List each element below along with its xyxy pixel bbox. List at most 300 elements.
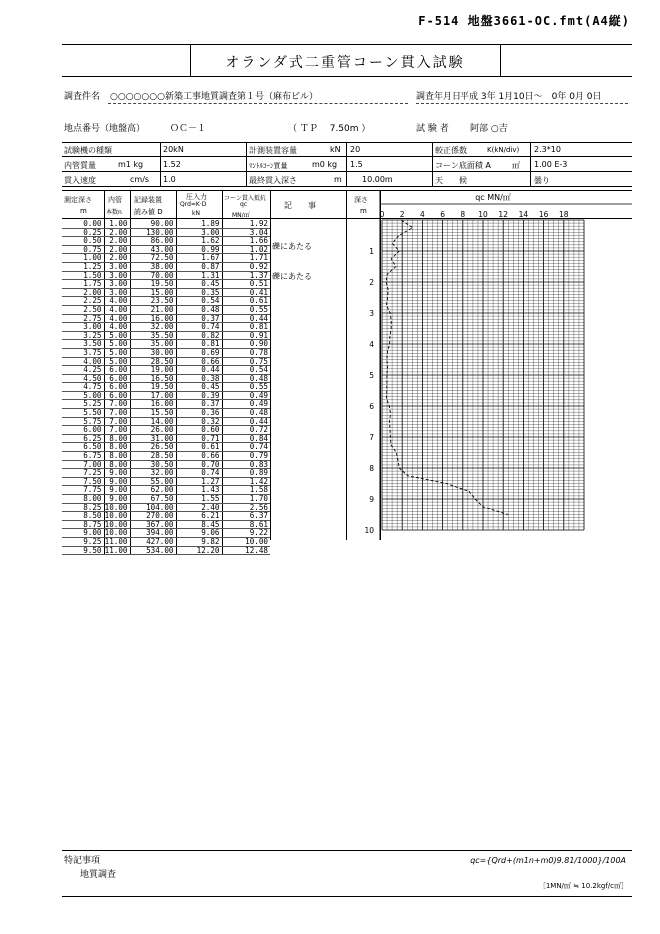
reading-cell: 19.50 — [130, 383, 176, 392]
reading-cell: 19.50 — [130, 280, 176, 289]
qc-series-line — [386, 220, 508, 515]
rods-cell: 4.00 — [104, 323, 130, 332]
force-cell: 12.20 — [176, 546, 222, 555]
reading-cell: 90.00 — [130, 220, 176, 228]
force-cell: 0.39 — [176, 391, 222, 400]
force-cell: 1.27 — [176, 477, 222, 486]
rods-cell: 11.00 — [104, 537, 130, 546]
rods-cell: 8.00 — [104, 443, 130, 452]
force-cell: 0.37 — [176, 314, 222, 323]
reading-cell: 86.00 — [130, 237, 176, 246]
force-cell: 3.00 — [176, 228, 222, 237]
qc-cell: 0.44 — [222, 314, 270, 323]
spec-u1-3: cm/s — [130, 175, 150, 184]
point-value: ＯＣ－１ — [170, 124, 207, 134]
spec-v2-2: 1.5 — [350, 160, 363, 169]
depth-cell: 1.25 — [62, 262, 104, 271]
depth-cell: 7.75 — [62, 486, 104, 495]
qc-cell: 0.61 — [222, 297, 270, 306]
reading-cell: 17.00 — [130, 391, 176, 400]
depth-cell: 6.50 — [62, 443, 104, 452]
force-cell: 0.37 — [176, 400, 222, 409]
rods-cell: 2.00 — [104, 228, 130, 237]
x-tick-label: 4 — [420, 210, 425, 219]
qc-cell: 0.49 — [222, 400, 270, 409]
spec-v2-1: 20 — [350, 145, 361, 154]
depth-cell: 9.50 — [62, 546, 104, 555]
reading-cell: 427.00 — [130, 537, 176, 546]
qc-cell: 6.37 — [222, 512, 270, 521]
remark-text: 礫にあたる — [272, 241, 312, 251]
reading-cell: 26.00 — [130, 426, 176, 435]
spec-u2-3: m — [334, 175, 342, 184]
measurement-table — [62, 220, 270, 555]
table-row — [62, 417, 270, 426]
rods-cell: 5.00 — [104, 340, 130, 349]
x-tick-label: 6 — [440, 210, 445, 219]
force-cell: 0.38 — [176, 374, 222, 383]
spec-v1-2: 1.52 — [163, 160, 181, 169]
table-row — [62, 426, 270, 435]
qc-cell: 0.81 — [222, 323, 270, 332]
qc-cell: 2.56 — [222, 503, 270, 512]
qc-cell: 0.48 — [222, 409, 270, 418]
y-tick-label: 8 — [369, 464, 374, 473]
spec-l2-1: 計測装置容量 — [249, 146, 297, 155]
qc-cell: 0.90 — [222, 340, 270, 349]
reading-cell: 43.00 — [130, 245, 176, 254]
x-tick-label: 10 — [478, 210, 488, 219]
point-label: 地点番号（地盤高） — [64, 124, 146, 134]
qc-cell: 0.75 — [222, 357, 270, 366]
th-rods-sub: 本数n — [106, 209, 122, 216]
rods-cell: 3.00 — [104, 262, 130, 271]
force-cell: 0.48 — [176, 305, 222, 314]
reading-cell: 394.00 — [130, 529, 176, 538]
rods-cell: 5.00 — [104, 348, 130, 357]
spec-l1-1: 試験機の種類 — [64, 146, 112, 155]
depth-cell: 5.00 — [62, 391, 104, 400]
qc-cell: 0.49 — [222, 391, 270, 400]
rods-cell: 3.00 — [104, 280, 130, 289]
depth-cell: 7.00 — [62, 460, 104, 469]
table-row — [62, 546, 270, 555]
depth-cell: 5.25 — [62, 400, 104, 409]
table-row — [62, 434, 270, 443]
reading-cell: 31.00 — [130, 434, 176, 443]
depth-cell: 0.25 — [62, 228, 104, 237]
x-tick-label: 0 — [379, 210, 385, 219]
spec-l2-2: ﾏﾝﾄﾙｺｰﾝ質量 — [249, 162, 288, 170]
spec-v3-2: 1.00 E-3 — [534, 160, 568, 169]
table-row — [62, 537, 270, 546]
x-axis-label: qc MN/㎡ — [475, 193, 511, 202]
qc-cell: 3.04 — [222, 228, 270, 237]
depth-cell: 3.50 — [62, 340, 104, 349]
spec-u3-1: K(kN/div) — [487, 146, 520, 154]
depth-cell: 2.75 — [62, 314, 104, 323]
table-row — [62, 469, 270, 478]
qc-cell: 0.48 — [222, 374, 270, 383]
depth-cell: 6.75 — [62, 452, 104, 461]
qc-cell: 0.74 — [222, 443, 270, 452]
force-cell: 1.89 — [176, 220, 222, 228]
qc-cell: 12.48 — [222, 546, 270, 555]
rods-cell: 7.00 — [104, 417, 130, 426]
force-cell: 0.36 — [176, 409, 222, 418]
reading-cell: 30.00 — [130, 348, 176, 357]
depth-cell: 4.75 — [62, 383, 104, 392]
rods-cell: 4.00 — [104, 305, 130, 314]
spec-v3-3: 曇り — [534, 176, 550, 185]
reading-cell: 104.00 — [130, 503, 176, 512]
reading-cell: 534.00 — [130, 546, 176, 555]
table-row — [62, 443, 270, 452]
qc-cell: 0.44 — [222, 417, 270, 426]
depth-cell: 1.75 — [62, 280, 104, 289]
rods-cell: 10.00 — [104, 520, 130, 529]
rods-cell: 2.00 — [104, 237, 130, 246]
depth-cell: 1.50 — [62, 271, 104, 280]
table-row — [62, 245, 270, 254]
y-tick-label: 5 — [369, 371, 374, 380]
spec-v2-3: 10.00m — [362, 175, 393, 184]
rods-cell: 10.00 — [104, 503, 130, 512]
depth-cell: 7.25 — [62, 469, 104, 478]
force-cell: 0.69 — [176, 348, 222, 357]
force-cell: 0.60 — [176, 426, 222, 435]
rods-cell: 7.00 — [104, 400, 130, 409]
qc-cell: 1.37 — [222, 271, 270, 280]
qc-cell: 0.78 — [222, 348, 270, 357]
reading-cell: 14.00 — [130, 417, 176, 426]
qc-formula: qc={Qrd+(m1n+m0)9.81/1000}/100A — [470, 856, 626, 865]
qc-cell: 0.92 — [222, 262, 270, 271]
qc-cell: 0.84 — [222, 434, 270, 443]
th-resist: コーン貫入抵抗 — [224, 195, 266, 202]
depth-cell: 6.25 — [62, 434, 104, 443]
force-cell: 0.32 — [176, 417, 222, 426]
force-cell: 1.67 — [176, 254, 222, 263]
reading-cell: 30.50 — [130, 460, 176, 469]
table-row — [62, 262, 270, 271]
reading-cell: 32.00 — [130, 323, 176, 332]
qc-cell: 10.00 — [222, 537, 270, 546]
qc-cell: 0.79 — [222, 452, 270, 461]
rods-cell: 6.00 — [104, 391, 130, 400]
force-cell: 0.74 — [176, 469, 222, 478]
qc-cell: 1.92 — [222, 220, 270, 228]
spec-u1-2: m1 kg — [118, 160, 144, 169]
reading-cell: 21.00 — [130, 305, 176, 314]
th-reading: 記録装置 — [134, 196, 162, 204]
reading-cell: 62.00 — [130, 486, 176, 495]
y-tick-label: 7 — [369, 433, 374, 442]
x-tick-label: 8 — [460, 210, 466, 219]
spec-v1-1: 20kN — [163, 145, 184, 154]
force-cell: 0.35 — [176, 288, 222, 297]
th-remark: 記 事 — [284, 201, 316, 210]
force-cell: 0.74 — [176, 323, 222, 332]
rods-cell: 6.00 — [104, 366, 130, 375]
depth-cell: 8.00 — [62, 495, 104, 504]
rods-cell: 4.00 — [104, 297, 130, 306]
unit-conversion: ［1MN/㎡ ≒ 10.2kgf/c㎡］ — [538, 882, 628, 890]
reading-cell: 32.00 — [130, 469, 176, 478]
date-label: 調査年月日 — [416, 92, 462, 102]
th-depth2-unit: m — [360, 207, 367, 215]
date-value: 平成 3年 1月10日～ 0年 0月 0日 — [460, 92, 602, 102]
th-resist-sub: qc — [240, 201, 248, 208]
depth-cell: 8.75 — [62, 520, 104, 529]
th-force: 圧入力 — [186, 193, 207, 201]
reading-cell: 15.00 — [130, 288, 176, 297]
table-row — [62, 237, 270, 246]
spec-v1-3: 1.0 — [163, 175, 176, 184]
rods-cell: 7.00 — [104, 426, 130, 435]
y-tick-label: 3 — [369, 309, 374, 318]
x-tick-label: 14 — [518, 210, 529, 219]
y-tick-label: 9 — [369, 495, 374, 504]
table-row — [62, 391, 270, 400]
depth-cell: 3.75 — [62, 348, 104, 357]
rods-cell: 7.00 — [104, 409, 130, 418]
table-row — [62, 323, 270, 332]
table-row — [62, 452, 270, 461]
depth-cell: 9.25 — [62, 537, 104, 546]
th-force-sub: Qrd=K·D — [180, 201, 207, 208]
survey-name-label: 調査件名 — [64, 92, 101, 102]
reading-cell: 367.00 — [130, 520, 176, 529]
x-tick-label: 16 — [538, 210, 549, 219]
qc-cell: 1.70 — [222, 495, 270, 504]
th-depth2: 深さ — [354, 196, 368, 204]
reading-cell: 35.50 — [130, 331, 176, 340]
spec-u2-2: m0 kg — [312, 160, 338, 169]
force-cell: 2.40 — [176, 503, 222, 512]
force-cell: 0.66 — [176, 357, 222, 366]
qc-cell: 0.83 — [222, 460, 270, 469]
table-row — [62, 357, 270, 366]
spec-l1-2: 内管質量 — [64, 161, 96, 170]
rods-cell: 9.00 — [104, 469, 130, 478]
spec-l3-2: コーン底面積 A — [435, 161, 491, 170]
y-tick-label: 2 — [369, 278, 374, 287]
reading-cell: 16.50 — [130, 374, 176, 383]
spec-l2-3: 最終貫入深さ — [249, 176, 297, 185]
table-row — [62, 254, 270, 263]
tester-label: 試 験 者 — [416, 124, 449, 134]
depth-cell: 4.50 — [62, 374, 104, 383]
spec-l3-1: 較正係数 — [435, 146, 467, 155]
file-label: F-514 地盤3661-OC.fmt(A4縦) — [418, 14, 630, 28]
force-cell: 1.31 — [176, 271, 222, 280]
th-depth-unit: m — [80, 207, 87, 215]
rods-cell: 2.00 — [104, 245, 130, 254]
rods-cell: 8.00 — [104, 452, 130, 461]
rods-cell: 5.00 — [104, 331, 130, 340]
y-tick-label: 4 — [369, 340, 374, 349]
depth-cell: 8.25 — [62, 503, 104, 512]
table-row — [62, 529, 270, 538]
reading-cell: 55.00 — [130, 477, 176, 486]
force-cell: 0.44 — [176, 366, 222, 375]
th-rods: 内管 — [108, 196, 122, 204]
depth-cell: 5.50 — [62, 409, 104, 418]
table-row — [62, 340, 270, 349]
reading-cell: 67.50 — [130, 495, 176, 504]
notes-value: 地質調査 — [80, 870, 117, 880]
reading-cell: 35.00 — [130, 340, 176, 349]
depth-cell: 4.00 — [62, 357, 104, 366]
y-tick-label: 10 — [364, 526, 374, 535]
notes-label: 特記事項 — [64, 856, 101, 866]
th-reading-sub: 読み値 D — [134, 208, 163, 216]
table-row — [62, 228, 270, 237]
reading-cell: 23.50 — [130, 297, 176, 306]
reading-cell: 28.50 — [130, 357, 176, 366]
table-row — [62, 348, 270, 357]
depth-cell: 0.50 — [62, 237, 104, 246]
depth-cell: 2.50 — [62, 305, 104, 314]
force-cell: 1.62 — [176, 237, 222, 246]
spec-l3-3: 天 候 — [435, 176, 467, 185]
y-tick-label: 6 — [369, 402, 374, 411]
rods-cell: 10.00 — [104, 529, 130, 538]
rods-cell: 9.00 — [104, 495, 130, 504]
table-row — [62, 366, 270, 375]
depth-cell: 6.00 — [62, 426, 104, 435]
qc-cell: 8.61 — [222, 520, 270, 529]
th-force-unit: kN — [192, 210, 200, 217]
table-row — [62, 374, 270, 383]
table-row — [62, 460, 270, 469]
table-row — [62, 512, 270, 521]
reading-cell: 270.00 — [130, 512, 176, 521]
force-cell: 9.06 — [176, 529, 222, 538]
reading-cell: 15.50 — [130, 409, 176, 418]
force-cell: 6.21 — [176, 512, 222, 521]
qc-cell: 0.91 — [222, 331, 270, 340]
qc-depth-chart — [346, 190, 632, 540]
reading-cell: 26.50 — [130, 443, 176, 452]
depth-cell: 2.00 — [62, 288, 104, 297]
depth-cell: 9.00 — [62, 529, 104, 538]
qc-cell: 1.42 — [222, 477, 270, 486]
force-cell: 0.66 — [176, 452, 222, 461]
rods-cell: 6.00 — [104, 383, 130, 392]
depth-cell: 4.25 — [62, 366, 104, 375]
depth-cell: 5.75 — [62, 417, 104, 426]
reading-cell: 16.00 — [130, 314, 176, 323]
table-row — [62, 383, 270, 392]
reading-cell: 70.00 — [130, 271, 176, 280]
qc-cell: 0.89 — [222, 469, 270, 478]
rods-cell: 5.00 — [104, 357, 130, 366]
survey-name: ○○○○○○○新築工事地質調査第１号（麻布ビル） — [110, 92, 318, 102]
qc-cell: 1.71 — [222, 254, 270, 263]
qc-cell: 0.55 — [222, 305, 270, 314]
reading-cell: 130.00 — [130, 228, 176, 237]
table-row — [62, 503, 270, 512]
table-row — [62, 280, 270, 289]
force-cell: 9.82 — [176, 537, 222, 546]
x-tick-label: 18 — [559, 210, 569, 219]
force-cell: 0.87 — [176, 262, 222, 271]
table-row — [62, 409, 270, 418]
tester-value: 阿部 ○吉 — [470, 124, 508, 134]
reading-cell: 72.50 — [130, 254, 176, 263]
qc-cell: 0.72 — [222, 426, 270, 435]
th-resist-unit: MN/㎡ — [232, 212, 250, 219]
qc-cell: 0.51 — [222, 280, 270, 289]
spec-v3-1: 2.3*10 — [534, 145, 561, 154]
force-cell: 0.71 — [176, 434, 222, 443]
qc-cell: 1.58 — [222, 486, 270, 495]
table-row — [62, 271, 270, 280]
spec-l1-3: 貫入速度 — [64, 176, 96, 185]
depth-cell: 7.50 — [62, 477, 104, 486]
qc-cell: 1.02 — [222, 245, 270, 254]
qc-cell: 9.22 — [222, 529, 270, 538]
rods-cell: 3.00 — [104, 288, 130, 297]
force-cell: 0.70 — [176, 460, 222, 469]
table-row — [62, 520, 270, 529]
force-cell: 0.61 — [176, 443, 222, 452]
remark-text: 礫にあたる — [272, 272, 312, 282]
spec-u2-1: kN — [330, 145, 341, 154]
depth-cell: 8.50 — [62, 512, 104, 521]
qc-cell: 1.66 — [222, 237, 270, 246]
rods-cell: 10.00 — [104, 512, 130, 521]
depth-cell: 3.25 — [62, 331, 104, 340]
force-cell: 1.55 — [176, 495, 222, 504]
th-depth: 測定深さ — [64, 196, 92, 204]
tp-value: （ ＴＰ 7.50m ） — [288, 124, 371, 134]
reading-cell: 28.50 — [130, 452, 176, 461]
force-cell: 0.81 — [176, 340, 222, 349]
reading-cell: 38.00 — [130, 262, 176, 271]
rods-cell: 11.00 — [104, 546, 130, 555]
qc-cell: 0.41 — [222, 288, 270, 297]
rods-cell: 8.00 — [104, 434, 130, 443]
rods-cell: 8.00 — [104, 460, 130, 469]
force-cell: 1.43 — [176, 486, 222, 495]
table-row — [62, 331, 270, 340]
y-tick-label: 1 — [369, 247, 374, 256]
spec-u3-2: ㎡ — [512, 161, 520, 170]
x-tick-label: 12 — [498, 210, 508, 219]
reading-cell: 16.00 — [130, 400, 176, 409]
table-row — [62, 314, 270, 323]
depth-cell: 0.75 — [62, 245, 104, 254]
rods-cell: 1.00 — [104, 220, 130, 228]
table-row — [62, 486, 270, 495]
table-row — [62, 297, 270, 306]
depth-cell: 2.25 — [62, 297, 104, 306]
rods-cell: 9.00 — [104, 486, 130, 495]
table-row — [62, 288, 270, 297]
rods-cell: 9.00 — [104, 477, 130, 486]
page-title: オランダ式二重管コーン貫入試験 — [225, 55, 465, 71]
rods-cell: 2.00 — [104, 254, 130, 263]
force-cell: 0.45 — [176, 280, 222, 289]
table-row — [62, 495, 270, 504]
depth-cell: 3.00 — [62, 323, 104, 332]
reading-cell: 19.00 — [130, 366, 176, 375]
force-cell: 0.82 — [176, 331, 222, 340]
qc-cell: 0.54 — [222, 366, 270, 375]
